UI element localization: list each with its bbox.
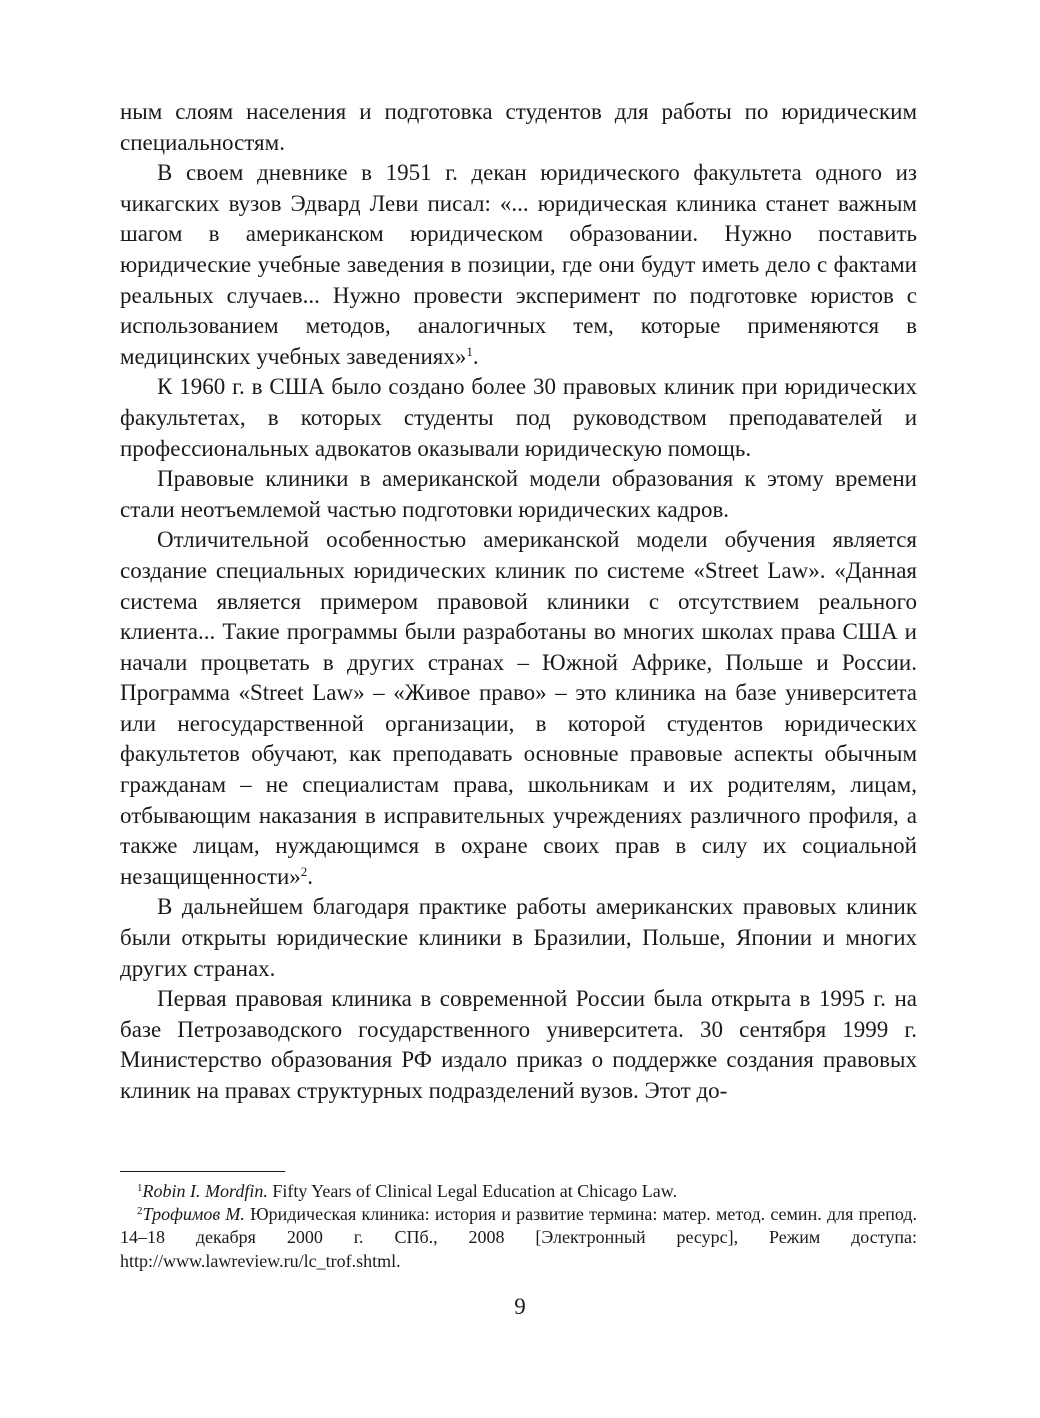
paragraph-7: [120, 984, 917, 1106]
footnote-text: Fifty Years of Clinical Legal Education at Chicago Law.: [267, 1181, 678, 1201]
paragraph-text: Правовые клиники в американской модели образования к этому времени стали неотъемлемой частью подготовки юридических кадров.: [120, 466, 917, 522]
paragraph-text: В дальнейшем благодаря практике работы американских правовых клиник были открыты юридические клиники в Бразилии, Польше, Японии и многих других странах.: [120, 894, 917, 981]
paragraph-5: [120, 525, 917, 892]
paragraph-text: К 1960 г. в США было создано более 30 правовых клиник при юридических факультетах, в которых студенты под руководством преподавателей и профессиональных адвокатов оказывали юридическую помощь.: [120, 374, 917, 461]
page-number: 9: [514, 1294, 526, 1319]
paragraph-1: [120, 97, 917, 158]
main-text: [120, 97, 917, 1107]
footnote-ref-1[interactable]: 1: [466, 343, 473, 359]
paragraph-text: ным слоям населения и подготовка студентов для работы по юридическим специальностям.: [120, 99, 917, 155]
footnote-text: Юридическая клиника: история и развитие термина: матер. метод. семин. для препод. 14–18 декабря 2000 г. СПб., 2008 [Электронный ресурс], Режим доступа: http://www.lawreview.ru/lc_trof.shtml.: [120, 1204, 917, 1271]
footnote-author: Трофимов М.: [142, 1204, 245, 1225]
paragraph-4: [120, 464, 917, 525]
paragraph-text: Первая правовая клиника в современной России была открыта в 1995 г. на базе Петрозаводского государственного университета. 30 сентября 1999 г. Министерство образования РФ издало приказ о поддержке создания правовых клиник на правах структурных подразделений вузов. Этот до-: [120, 986, 917, 1103]
paragraph-text: В своем дневнике в 1951 г. декан юридического факультета одного из чикагских вузов Эдвард Леви писал: «... юридическая клиника станет важным шагом в американском юридическом образовании. Нужно поставить юридические учебные заведения в позиции, где они будут иметь дело с фактами реальных случаев... Нужно провести эксперимент по подготовке юристов с использованием методов, аналогичных тем, которые применяются в медицинских учебных заведениях»: [120, 160, 917, 369]
footnote-author: Robin I. Mordfin.: [142, 1181, 268, 1201]
paragraph-2: [120, 158, 917, 372]
footnote-1: [120, 1180, 917, 1203]
footnote-marker: 2: [137, 1205, 143, 1218]
footnote-separator: [120, 1171, 285, 1172]
paragraph-3: [120, 372, 917, 464]
footnote-marker: 1: [137, 1182, 143, 1194]
footnote-ref-2[interactable]: 2: [300, 863, 308, 879]
paragraph-6: [120, 892, 917, 984]
paragraph-tail: .: [472, 343, 479, 369]
footnote-2: [120, 1203, 917, 1273]
paragraph-tail: .: [307, 863, 314, 889]
footnotes: [120, 1180, 917, 1273]
paragraph-text: Отличительной особенностью американской модели обучения является создание специальных юридических клиник по системе «Street Law». «Данная система является примером правовой клиники с отсутствием реального клиента... Такие программы были разработаны во многих школах права США и начали процветать в других странах – Южной Африке, Польше и России. Программа «Street Law» – «Живое право» – это клиника на базе университета или негосударственной организации, в которой студентов юридических факультетов обучают, как преподавать основные правовые аспекты обычным гражданам – не специалистам права, школьникам и их родителям, лицам, отбывающим наказания в исправительных учреждениях различного профиля, а также лицам, нуждающимся в охране своих прав в силу их социальной незащищенности»: [120, 527, 917, 889]
